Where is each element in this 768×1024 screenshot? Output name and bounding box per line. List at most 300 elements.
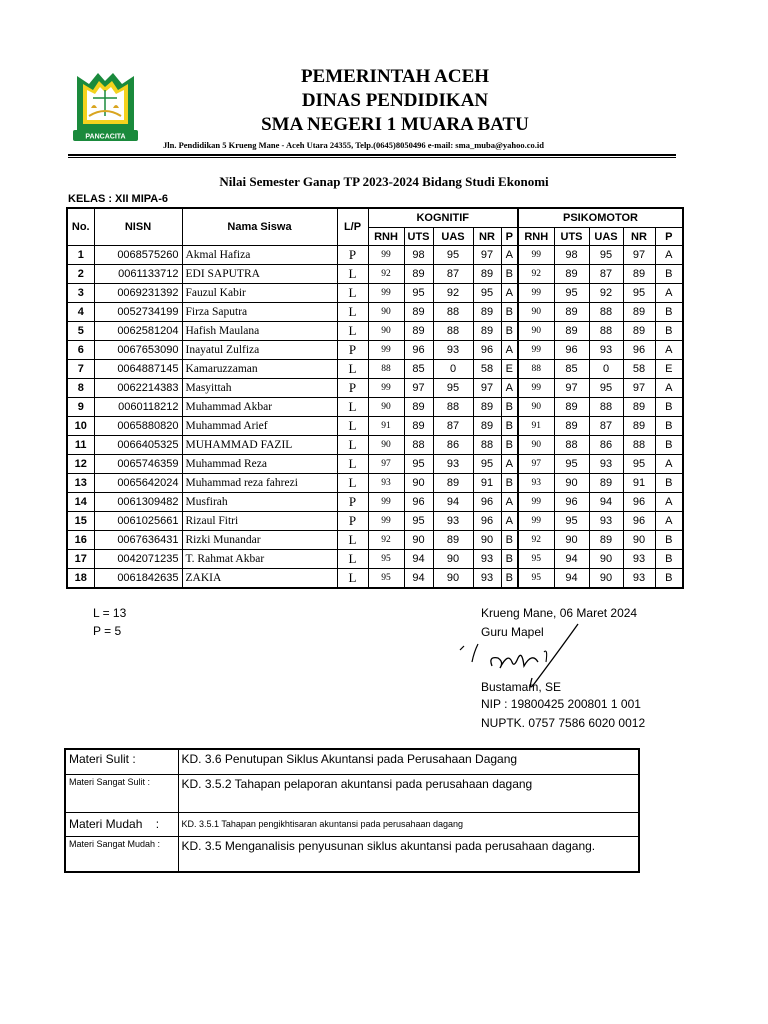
row-psikomotor-uts: 90 [554,531,589,550]
signature-name: Bustamam, SE [481,680,562,694]
row-kognitif-p: E [501,360,518,379]
row-kognitif-uas: 89 [433,474,473,493]
row-kognitif-nr: 96 [473,512,501,531]
header-lp: L/P [337,208,368,246]
row-kognitif-nr: 95 [473,284,501,303]
row-gender: P [337,341,368,360]
row-number: 17 [67,550,94,569]
row-psikomotor-nr: 90 [623,531,655,550]
row-nisn: 0061842635 [94,569,182,589]
row-kognitif-p: A [501,455,518,474]
row-gender: L [337,550,368,569]
materi-mudah-label: Materi Mudah : [65,812,178,836]
row-nisn: 0067636431 [94,531,182,550]
header-nama: Nama Siswa [182,208,337,246]
row-student-name: T. Rahmat Akbar [182,550,337,569]
header-divider-thick [68,154,676,156]
row-number: 10 [67,417,94,436]
row-student-name: Rizaul Fitri [182,512,337,531]
row-psikomotor-nr: 89 [623,265,655,284]
row-nisn: 0062214383 [94,379,182,398]
row-kognitif-uts: 96 [404,341,433,360]
row-psikomotor-uas: 95 [589,379,623,398]
row-psikomotor-uas: 88 [589,398,623,417]
row-kognitif-rnh: 91 [368,417,404,436]
row-kognitif-p: B [501,417,518,436]
row-psikomotor-p: B [655,531,683,550]
row-student-name: Hafish Maulana [182,322,337,341]
row-psikomotor-uts: 95 [554,455,589,474]
row-psikomotor-p: B [655,436,683,455]
header-k-p: P [501,228,518,246]
row-psikomotor-uts: 89 [554,398,589,417]
row-psikomotor-uts: 89 [554,322,589,341]
row-nisn: 0065642024 [94,474,182,493]
row-psikomotor-uts: 98 [554,246,589,265]
row-psikomotor-rnh: 90 [518,322,554,341]
header-k-nr: NR [473,228,501,246]
row-psikomotor-p: B [655,550,683,569]
row-psikomotor-uas: 93 [589,341,623,360]
row-number: 16 [67,531,94,550]
row-kognitif-rnh: 92 [368,265,404,284]
row-student-name: Muhammad Arief [182,417,337,436]
row-kognitif-uts: 89 [404,303,433,322]
header-no: No. [67,208,94,246]
row-gender: L [337,284,368,303]
header-kognitif: KOGNITIF [368,208,518,228]
row-kognitif-nr: 89 [473,398,501,417]
row-psikomotor-rnh: 97 [518,455,554,474]
row-kognitif-rnh: 99 [368,341,404,360]
row-psikomotor-uas: 94 [589,493,623,512]
row-psikomotor-rnh: 92 [518,265,554,284]
row-psikomotor-rnh: 99 [518,246,554,265]
row-psikomotor-rnh: 91 [518,417,554,436]
row-kognitif-rnh: 95 [368,550,404,569]
row-kognitif-uts: 94 [404,569,433,589]
row-gender: L [337,417,368,436]
row-kognitif-uas: 88 [433,398,473,417]
row-psikomotor-p: A [655,246,683,265]
header-divider-thin [68,157,676,158]
logo-text: PANCACITA [85,133,126,141]
row-student-name: MUHAMMAD FAZIL [182,436,337,455]
row-psikomotor-rnh: 99 [518,379,554,398]
row-kognitif-uas: 0 [433,360,473,379]
row-kognitif-nr: 91 [473,474,501,493]
row-gender: L [337,436,368,455]
materi-mudah-value: KD. 3.5.1 Tahapan pengikhtisaran akuntansi pada perusahaan dagang [178,812,639,836]
header-k-rnh: RNH [368,228,404,246]
row-psikomotor-p: E [655,360,683,379]
row-gender: L [337,322,368,341]
row-student-name: Firza Saputra [182,303,337,322]
row-kognitif-nr: 88 [473,436,501,455]
row-kognitif-nr: 93 [473,569,501,589]
row-psikomotor-uts: 96 [554,341,589,360]
row-psikomotor-nr: 89 [623,398,655,417]
row-kognitif-uts: 95 [404,455,433,474]
row-kognitif-rnh: 90 [368,303,404,322]
row-number: 5 [67,322,94,341]
row-student-name: Muhammad Akbar [182,398,337,417]
row-nisn: 0067653090 [94,341,182,360]
row-psikomotor-uas: 88 [589,322,623,341]
row-number: 1 [67,246,94,265]
row-kognitif-uas: 88 [433,303,473,322]
row-gender: L [337,455,368,474]
materi-sangat-mudah-value: KD. 3.5 Menganalisis penyusunan siklus akuntansi pada perusahaan dagang. [178,836,639,872]
row-psikomotor-uas: 87 [589,265,623,284]
row-psikomotor-rnh: 95 [518,569,554,589]
row-number: 12 [67,455,94,474]
row-kognitif-uas: 87 [433,265,473,284]
header-address: Jln. Pendidikan 5 Krueng Mane - Aceh Utara 24355, Telp.(0645)8050496 e-mail: sma_muba@yahoo.co.id [163,140,544,150]
row-psikomotor-uts: 97 [554,379,589,398]
row-kognitif-uts: 89 [404,398,433,417]
row-student-name: Fauzul Kabir [182,284,337,303]
table-row [67,360,683,379]
table-row [67,246,683,265]
row-number: 18 [67,569,94,589]
row-psikomotor-rnh: 99 [518,493,554,512]
row-kognitif-p: B [501,322,518,341]
document-title: Nilai Semester Ganap TP 2023-2024 Bidang Studi Ekonomi [219,174,549,189]
row-psikomotor-nr: 95 [623,455,655,474]
row-psikomotor-rnh: 88 [518,360,554,379]
header-psikomotor: PSIKOMOTOR [518,208,683,228]
row-nisn: 0069231392 [94,284,182,303]
materi-sulit-value: KD. 3.6 Penutupan Siklus Akuntansi pada Perusahaan Dagang [178,749,639,774]
row-kognitif-p: B [501,436,518,455]
row-psikomotor-uas: 88 [589,303,623,322]
row-nisn: 0061025661 [94,512,182,531]
row-gender: L [337,569,368,589]
row-psikomotor-uas: 92 [589,284,623,303]
row-kognitif-nr: 93 [473,550,501,569]
row-psikomotor-p: B [655,398,683,417]
header-p-uas: UAS [589,228,623,246]
row-student-name: EDI SAPUTRA [182,265,337,284]
header-p-p: P [655,228,683,246]
row-kognitif-rnh: 99 [368,284,404,303]
row-kognitif-uas: 86 [433,436,473,455]
row-nisn: 0065746359 [94,455,182,474]
row-kognitif-nr: 97 [473,246,501,265]
row-psikomotor-p: A [655,379,683,398]
row-psikomotor-rnh: 90 [518,436,554,455]
row-kognitif-nr: 95 [473,455,501,474]
row-nisn: 0066405325 [94,436,182,455]
row-psikomotor-nr: 89 [623,303,655,322]
signature-place-date: Krueng Mane, 06 Maret 2024 [481,606,638,620]
row-kognitif-uts: 95 [404,512,433,531]
row-kognitif-uts: 88 [404,436,433,455]
row-psikomotor-uas: 89 [589,474,623,493]
table-row [67,569,683,589]
row-nisn: 0061133712 [94,265,182,284]
row-kognitif-uts: 90 [404,474,433,493]
row-kognitif-rnh: 95 [368,569,404,589]
table-row [67,379,683,398]
row-number: 6 [67,341,94,360]
row-psikomotor-uts: 89 [554,303,589,322]
row-psikomotor-uas: 93 [589,455,623,474]
row-psikomotor-p: A [655,493,683,512]
row-kognitif-uas: 92 [433,284,473,303]
row-kognitif-uts: 90 [404,531,433,550]
row-psikomotor-uts: 90 [554,474,589,493]
row-psikomotor-rnh: 93 [518,474,554,493]
row-kognitif-uts: 85 [404,360,433,379]
row-psikomotor-p: B [655,303,683,322]
row-psikomotor-rnh: 90 [518,398,554,417]
row-gender: P [337,512,368,531]
row-student-name: Akmal Hafiza [182,246,337,265]
row-kognitif-uts: 94 [404,550,433,569]
row-kognitif-nr: 97 [473,379,501,398]
header-p-rnh: RNH [518,228,554,246]
materi-sangat-sulit-label: Materi Sangat Sulit : [65,774,178,812]
row-kognitif-rnh: 90 [368,398,404,417]
row-psikomotor-nr: 93 [623,550,655,569]
row-student-name: Masyittah [182,379,337,398]
row-kognitif-uts: 96 [404,493,433,512]
row-psikomotor-uas: 95 [589,246,623,265]
table-row [67,265,683,284]
row-psikomotor-nr: 96 [623,512,655,531]
row-kognitif-uas: 90 [433,550,473,569]
row-student-name: Kamaruzzaman [182,360,337,379]
row-kognitif-uas: 95 [433,246,473,265]
header-department: DINAS PENDIDIKAN [301,90,489,111]
row-kognitif-p: B [501,569,518,589]
row-nisn: 0042071235 [94,550,182,569]
row-psikomotor-uts: 94 [554,550,589,569]
row-psikomotor-uts: 96 [554,493,589,512]
row-psikomotor-p: B [655,569,683,589]
row-nisn: 0068575260 [94,246,182,265]
table-row [67,550,683,569]
row-nisn: 0060118212 [94,398,182,417]
row-psikomotor-uts: 95 [554,284,589,303]
row-kognitif-rnh: 90 [368,436,404,455]
row-psikomotor-p: A [655,341,683,360]
row-psikomotor-uts: 85 [554,360,589,379]
table-row [67,493,683,512]
row-kognitif-nr: 89 [473,417,501,436]
row-student-name: Rizki Munandar [182,531,337,550]
row-psikomotor-nr: 93 [623,569,655,589]
row-psikomotor-uas: 90 [589,550,623,569]
row-psikomotor-nr: 89 [623,417,655,436]
table-row [67,531,683,550]
row-kognitif-uas: 90 [433,569,473,589]
table-row [67,455,683,474]
row-psikomotor-nr: 97 [623,379,655,398]
row-psikomotor-p: A [655,284,683,303]
row-number: 7 [67,360,94,379]
row-student-name: ZAKIA [182,569,337,589]
header-p-uts: UTS [554,228,589,246]
row-kognitif-uas: 88 [433,322,473,341]
row-kognitif-uas: 93 [433,455,473,474]
row-number: 4 [67,303,94,322]
header-nisn: NISN [94,208,182,246]
row-kognitif-p: A [501,284,518,303]
row-kognitif-uas: 93 [433,512,473,531]
row-kognitif-uts: 89 [404,322,433,341]
row-psikomotor-nr: 89 [623,322,655,341]
row-student-name: Inayatul Zulfiza [182,341,337,360]
row-gender: L [337,531,368,550]
materi-sangat-sulit-value: KD. 3.5.2 Tahapan pelaporan akuntansi pada perusahaan dagang [178,774,639,812]
row-psikomotor-nr: 96 [623,341,655,360]
table-row [67,303,683,322]
grades-table [66,207,684,589]
male-count: L = 13 [93,606,127,620]
table-row [67,436,683,455]
row-psikomotor-p: A [655,455,683,474]
row-psikomotor-nr: 88 [623,436,655,455]
row-psikomotor-p: B [655,474,683,493]
row-number: 8 [67,379,94,398]
row-number: 3 [67,284,94,303]
row-kognitif-p: B [501,474,518,493]
row-kognitif-uas: 89 [433,531,473,550]
row-nisn: 0052734199 [94,303,182,322]
row-psikomotor-rnh: 92 [518,531,554,550]
header-p-nr: NR [623,228,655,246]
class-label: KELAS : XII MIPA-6 [68,193,169,205]
row-psikomotor-rnh: 99 [518,512,554,531]
row-psikomotor-uas: 87 [589,417,623,436]
row-psikomotor-p: A [655,512,683,531]
row-psikomotor-nr: 95 [623,284,655,303]
materi-sulit-label: Materi Sulit : [65,749,178,774]
row-kognitif-uas: 93 [433,341,473,360]
row-gender: P [337,379,368,398]
row-number: 15 [67,512,94,531]
row-kognitif-uas: 95 [433,379,473,398]
row-student-name: Musfirah [182,493,337,512]
row-kognitif-rnh: 90 [368,322,404,341]
row-kognitif-rnh: 92 [368,531,404,550]
row-psikomotor-nr: 58 [623,360,655,379]
row-kognitif-p: B [501,531,518,550]
row-kognitif-rnh: 99 [368,246,404,265]
row-gender: L [337,360,368,379]
signature-nip: NIP : 19800425 200801 1 001 [481,697,641,711]
row-kognitif-p: B [501,398,518,417]
materi-table [64,748,640,873]
row-gender: L [337,398,368,417]
row-psikomotor-uas: 89 [589,531,623,550]
row-kognitif-nr: 90 [473,531,501,550]
row-kognitif-rnh: 97 [368,455,404,474]
row-kognitif-p: A [501,246,518,265]
row-kognitif-nr: 96 [473,341,501,360]
row-psikomotor-nr: 96 [623,493,655,512]
table-row [67,474,683,493]
row-nisn: 0061309482 [94,493,182,512]
row-kognitif-p: B [501,550,518,569]
row-psikomotor-uas: 86 [589,436,623,455]
row-psikomotor-uts: 95 [554,512,589,531]
header-k-uts: UTS [404,228,433,246]
row-psikomotor-rnh: 99 [518,284,554,303]
row-psikomotor-p: B [655,322,683,341]
row-kognitif-rnh: 99 [368,493,404,512]
row-kognitif-uas: 87 [433,417,473,436]
row-nisn: 0064887145 [94,360,182,379]
table-row [67,512,683,531]
row-psikomotor-nr: 91 [623,474,655,493]
row-kognitif-uas: 94 [433,493,473,512]
row-kognitif-p: B [501,303,518,322]
row-psikomotor-uts: 94 [554,569,589,589]
materi-sangat-mudah-label: Materi Sangat Mudah : [65,836,178,872]
row-number: 9 [67,398,94,417]
row-gender: P [337,493,368,512]
row-psikomotor-uts: 89 [554,417,589,436]
row-psikomotor-rnh: 99 [518,341,554,360]
row-psikomotor-rnh: 95 [518,550,554,569]
row-kognitif-rnh: 93 [368,474,404,493]
row-gender: L [337,265,368,284]
female-count: P = 5 [93,624,122,638]
row-kognitif-nr: 89 [473,303,501,322]
signature-nuptk: NUPTK. 0757 7586 6020 0012 [481,716,646,730]
row-kognitif-rnh: 99 [368,379,404,398]
row-psikomotor-nr: 97 [623,246,655,265]
row-psikomotor-uts: 88 [554,436,589,455]
row-kognitif-p: A [501,379,518,398]
row-kognitif-uts: 98 [404,246,433,265]
signature-role: Guru Mapel [481,625,544,639]
row-gender: L [337,303,368,322]
row-psikomotor-uas: 93 [589,512,623,531]
row-kognitif-p: A [501,512,518,531]
row-kognitif-rnh: 99 [368,512,404,531]
table-row [67,398,683,417]
header-government: PEMERINTAH ACEH [300,66,490,87]
table-row [67,322,683,341]
row-number: 14 [67,493,94,512]
row-psikomotor-uas: 0 [589,360,623,379]
row-psikomotor-p: B [655,417,683,436]
row-psikomotor-p: B [655,265,683,284]
row-kognitif-nr: 96 [473,493,501,512]
row-nisn: 0065880820 [94,417,182,436]
row-gender: P [337,246,368,265]
table-row [67,284,683,303]
row-kognitif-nr: 89 [473,265,501,284]
row-nisn: 0062581204 [94,322,182,341]
row-kognitif-rnh: 88 [368,360,404,379]
table-row [67,341,683,360]
pancacita-logo [69,70,142,143]
row-psikomotor-uts: 89 [554,265,589,284]
row-kognitif-uts: 95 [404,284,433,303]
row-kognitif-p: B [501,265,518,284]
row-number: 11 [67,436,94,455]
row-student-name: Muhammad Reza [182,455,337,474]
row-gender: L [337,474,368,493]
row-kognitif-nr: 58 [473,360,501,379]
row-student-name: Muhammad reza fahrezi [182,474,337,493]
